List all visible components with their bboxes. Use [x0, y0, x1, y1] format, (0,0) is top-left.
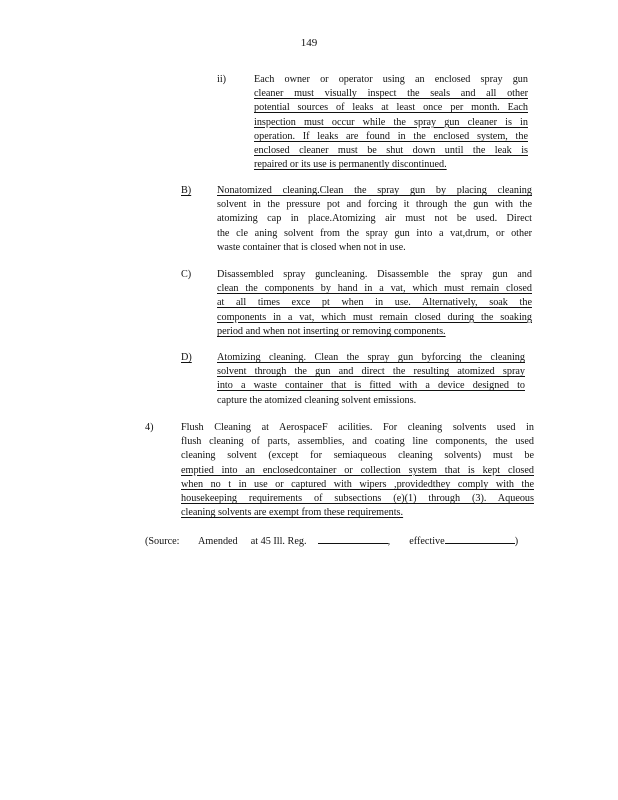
item-ii-line: cleaner must visually inspect the seals and all other — [254, 88, 528, 100]
item-d-marker: D) — [181, 352, 192, 363]
item-c-line: components in a vat, which must remain closed during the soaking — [217, 311, 532, 323]
item-d-line: Atomizing cleaning. Clean the spray gun byforcing the cleaning — [217, 352, 525, 363]
item-ii-line: repaired or its use is permanently discontinued. — [254, 159, 447, 171]
item-c-marker: C) — [181, 269, 192, 280]
item-b-marker: B) — [181, 185, 192, 196]
item-c-paragraph — [217, 268, 532, 339]
item-b-line: the cle aning solvent from the spray gun into a vat,drum, or other — [217, 227, 532, 239]
source-amended: Amended — [198, 536, 238, 547]
source-close: ) — [514, 536, 519, 547]
item-b-line: atomizing cap in place.Atomizing air must not be used. Direct — [217, 213, 532, 225]
item-b-line: solvent in the pressure pot and forcing it through the gun with the — [217, 199, 532, 211]
item-d-line: solvent through the gun and direct the resulting atomized spray — [217, 366, 525, 378]
item-4-line: when no t in use or captured with wipers ,providedthey comply with the — [181, 478, 534, 490]
item-d-line: capture the atomized cleaning solvent emissions. — [217, 394, 417, 406]
item-4-paragraph — [181, 421, 534, 520]
page-number: 149 — [300, 37, 318, 49]
item-4-line: cleaning solvent (except for semiaqueous cleaning solvents) must be — [181, 450, 534, 462]
item-c-line: clean the components by hand in a vat, which must remain closed — [217, 283, 532, 295]
item-4-line: Flush Cleaning at AerospaceF acilities. For cleaning solvents used in — [181, 422, 534, 433]
item-c-line: period and when not inserting or removing components. — [217, 325, 446, 337]
item-ii-line: inspection must occur while the spray gun cleaner is in — [254, 116, 528, 128]
item-b-paragraph — [217, 184, 532, 255]
effective-date-blank — [445, 533, 515, 544]
item-b-line: waste container that is closed when not in use. — [217, 241, 406, 253]
item-4-marker: 4) — [145, 422, 154, 433]
item-d-line: into a waste container that is fitted with a device designed to — [217, 380, 525, 392]
item-c-line: at all times exce pt when in use. Alternatively, soak the — [217, 297, 532, 309]
item-c-line: Disassembled spray guncleaning. Disassemble the spray gun and — [217, 269, 532, 280]
source-effective: effective — [409, 536, 445, 547]
source-note — [145, 533, 518, 549]
item-4-line: emptied into an enclosedcontainer or collection system that is kept closed — [181, 464, 534, 476]
register-page-blank — [318, 533, 388, 544]
item-4-line: housekeeping requirements of subsections (e)(1) through (3). Aqueous — [181, 493, 534, 505]
item-d-paragraph — [217, 351, 525, 408]
item-ii-line: potential sources of leaks at least once per month. Each — [254, 102, 528, 114]
source-citation: at 45 Ill. Reg. — [250, 536, 307, 547]
source-comma: , — [387, 536, 391, 547]
item-ii-marker: ii) — [217, 74, 227, 85]
item-4-line: flush cleaning of parts, assemblies, and coating line components, the used — [181, 436, 534, 448]
source-open: (Source: — [145, 536, 180, 547]
item-ii-line: enclosed cleaner must be shut down until the leak is — [254, 145, 528, 157]
item-b-line: Nonatomized cleaning.Clean the spray gun by placing cleaning — [217, 185, 532, 196]
item-ii-paragraph — [254, 73, 528, 172]
item-ii-line: operation. If leaks are found in the enclosed system, the — [254, 130, 528, 142]
item-ii-line: Each owner or operator using an enclosed spray gun — [254, 74, 528, 85]
item-4-line: cleaning solvents are exempt from these requirements. — [181, 507, 404, 519]
